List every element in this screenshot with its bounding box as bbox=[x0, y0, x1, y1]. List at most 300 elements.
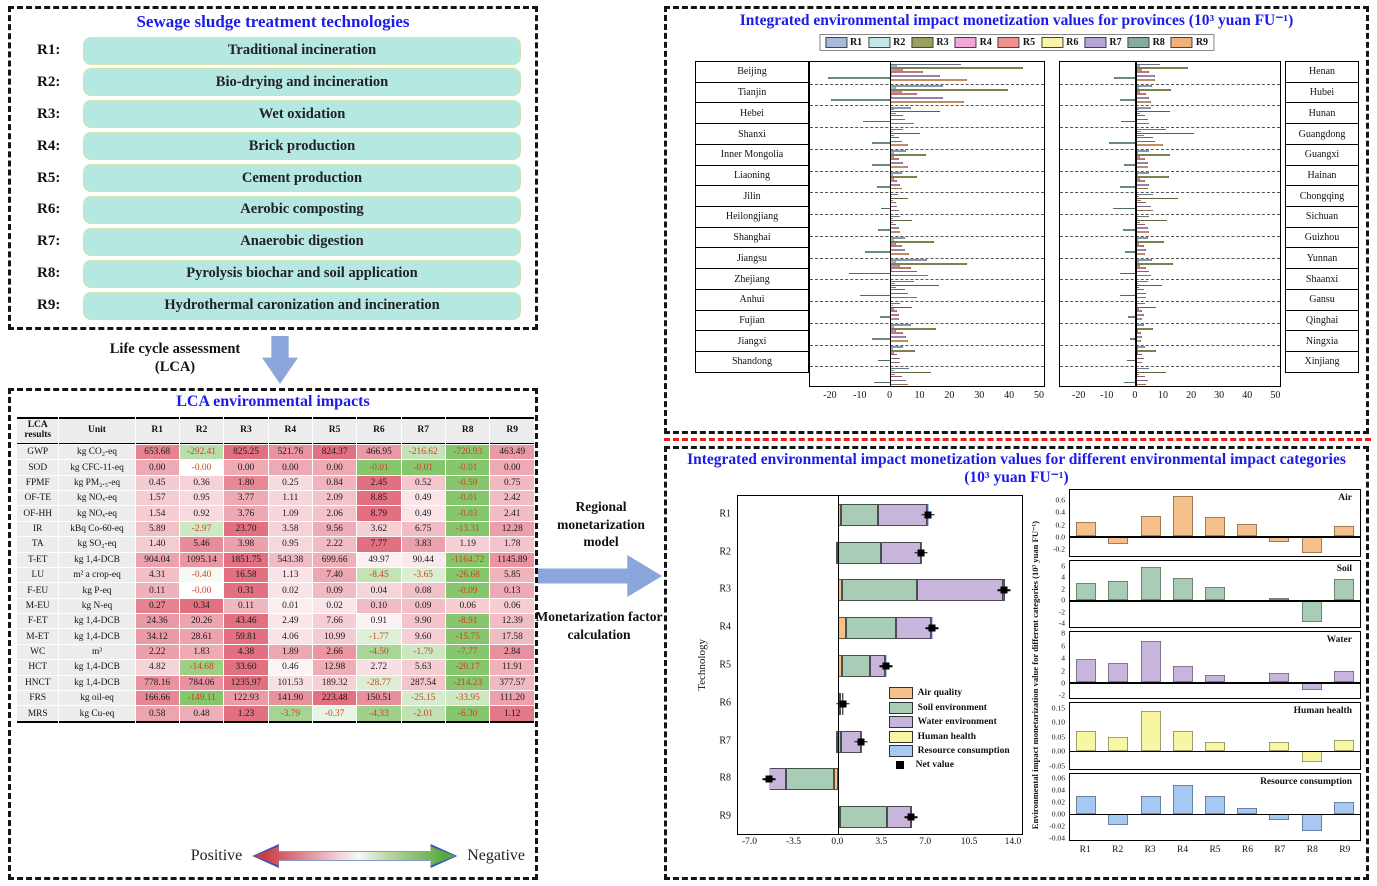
bar bbox=[890, 253, 909, 255]
table-row bbox=[17, 583, 534, 597]
row-name: SOD bbox=[17, 460, 58, 474]
legend-item-net bbox=[889, 760, 1010, 770]
net-value-marker bbox=[917, 549, 924, 556]
bar bbox=[1076, 522, 1096, 537]
net-value-marker bbox=[883, 663, 890, 670]
table-row bbox=[17, 629, 534, 643]
tick-label: 0 bbox=[1132, 390, 1138, 401]
row-name: OF-TE bbox=[17, 491, 58, 505]
stacked-segment bbox=[842, 579, 917, 601]
zero-axis-line bbox=[1070, 814, 1360, 815]
value-cell: 463.49 bbox=[490, 445, 534, 459]
bar bbox=[878, 360, 890, 362]
value-cell: 0.49 bbox=[402, 506, 445, 520]
bar bbox=[1135, 241, 1164, 243]
row-name: MRS bbox=[17, 706, 58, 722]
tick-label: 10.5 bbox=[960, 837, 978, 847]
lca-table-panel bbox=[8, 388, 538, 880]
province-band bbox=[810, 345, 1044, 368]
y-tick-label: 0 bbox=[1061, 678, 1065, 688]
bar bbox=[1125, 251, 1135, 253]
bar bbox=[1076, 796, 1096, 814]
column-header: R5 bbox=[313, 417, 356, 444]
legend-item bbox=[889, 687, 1010, 699]
column-header: R8 bbox=[446, 417, 490, 444]
small-chart-water bbox=[1027, 628, 1363, 700]
bar bbox=[1135, 93, 1146, 95]
legend-item bbox=[998, 37, 1035, 48]
row-unit: kg 1,4-DCB bbox=[59, 553, 134, 567]
value-cell: 2.66 bbox=[313, 645, 356, 659]
value-cell: 43.46 bbox=[224, 614, 267, 628]
tech-row bbox=[23, 196, 521, 223]
bar bbox=[890, 245, 902, 247]
province-label: Guangdong bbox=[1285, 123, 1359, 145]
stacked-chart bbox=[695, 495, 1025, 871]
bar bbox=[1334, 671, 1354, 682]
table-row bbox=[17, 476, 534, 490]
table-row bbox=[17, 568, 534, 582]
tick-label: 0.0 bbox=[831, 837, 844, 847]
bar bbox=[865, 251, 890, 253]
province-band bbox=[1060, 84, 1280, 107]
value-cell: -1164.72 bbox=[446, 553, 490, 567]
tick-label: 30 bbox=[1214, 390, 1225, 401]
row-unit: kg 1,4-DCB bbox=[59, 614, 134, 628]
row-unit: kg PM₂.₅-eq bbox=[59, 476, 134, 490]
bar bbox=[1302, 751, 1322, 762]
value-cell: 1.19 bbox=[446, 537, 490, 551]
province-label: Guangxi bbox=[1285, 144, 1359, 166]
value-cell: 0.95 bbox=[180, 491, 223, 505]
value-cell: 33.60 bbox=[224, 660, 267, 674]
legend-item bbox=[889, 702, 1010, 714]
bar bbox=[1135, 133, 1193, 135]
table-row bbox=[17, 706, 534, 722]
value-cell: 0.13 bbox=[490, 583, 534, 597]
province-band bbox=[810, 366, 1044, 388]
legend-swatch bbox=[889, 687, 913, 699]
value-cell: 3.58 bbox=[269, 522, 312, 536]
bar bbox=[1135, 184, 1149, 186]
bar bbox=[890, 188, 902, 190]
tick-label: -20 bbox=[823, 390, 837, 401]
bar bbox=[890, 275, 929, 277]
net-value-marker bbox=[857, 738, 864, 745]
value-cell: 699.66 bbox=[313, 553, 356, 567]
value-cell: 5.63 bbox=[402, 660, 445, 674]
bar bbox=[1135, 227, 1148, 229]
legend-item bbox=[889, 731, 1010, 743]
bar bbox=[1108, 814, 1128, 826]
province-label: Guizhou bbox=[1285, 227, 1359, 249]
net-value-marker bbox=[908, 814, 915, 821]
bar bbox=[1205, 517, 1225, 537]
value-cell: -149.11 bbox=[180, 691, 223, 705]
legend-label: R9 bbox=[1195, 37, 1209, 48]
value-cell: 8.79 bbox=[357, 506, 400, 520]
province-label: Chongqing bbox=[1285, 185, 1359, 207]
bar bbox=[872, 338, 890, 340]
bar bbox=[890, 220, 912, 222]
row-name: FRS bbox=[17, 691, 58, 705]
province-band bbox=[1060, 171, 1280, 194]
bar bbox=[890, 267, 911, 269]
bar bbox=[1173, 666, 1193, 683]
monetarization-factor-label: Monetarization factor calculation bbox=[535, 609, 663, 642]
bar bbox=[890, 285, 939, 287]
value-cell: 12.98 bbox=[313, 660, 356, 674]
bar bbox=[1135, 158, 1145, 160]
legend-item bbox=[889, 745, 1010, 757]
bar bbox=[1173, 785, 1193, 814]
tech-row bbox=[23, 101, 521, 128]
table-row bbox=[17, 691, 534, 705]
table-row bbox=[17, 522, 534, 536]
value-cell: 4.82 bbox=[136, 660, 179, 674]
tech-name-box: Bio-drying and incineration bbox=[83, 68, 521, 96]
stacked-x-axis bbox=[737, 837, 1023, 852]
small-chart-human-health bbox=[1027, 702, 1363, 770]
province-band bbox=[1060, 366, 1280, 388]
legend-label: Air quality bbox=[917, 688, 963, 699]
province-label: Shanghai bbox=[695, 227, 809, 249]
tech-row bbox=[23, 165, 521, 192]
y-tick-label: 8 bbox=[1061, 628, 1065, 638]
value-cell: 2.22 bbox=[136, 645, 179, 659]
value-cell: 1145.89 bbox=[490, 553, 534, 567]
bar bbox=[1269, 673, 1289, 683]
legend-swatch-R6 bbox=[1041, 37, 1063, 48]
value-cell: 0.25 bbox=[269, 476, 312, 490]
province-label: Shanxi bbox=[695, 123, 809, 145]
table-row bbox=[17, 614, 534, 628]
bar bbox=[1135, 89, 1171, 91]
bar bbox=[890, 376, 902, 378]
zero-axis-line bbox=[1070, 600, 1360, 601]
row-unit: kg P-eq bbox=[59, 583, 134, 597]
tech-row bbox=[23, 228, 521, 255]
value-cell: 150.51 bbox=[357, 691, 400, 705]
bar bbox=[890, 89, 1008, 91]
province-label: Fujian bbox=[695, 310, 809, 332]
table-row bbox=[17, 460, 534, 474]
bar bbox=[1173, 731, 1193, 751]
value-cell: 23.70 bbox=[224, 522, 267, 536]
value-cell: 0.02 bbox=[269, 583, 312, 597]
bar bbox=[1141, 516, 1161, 537]
value-cell: 5.46 bbox=[180, 537, 223, 551]
small-chart-title: Water bbox=[1326, 635, 1352, 645]
value-cell: 0.48 bbox=[180, 706, 223, 722]
value-cell: 1.80 bbox=[224, 476, 267, 490]
bar bbox=[1135, 253, 1145, 255]
bar bbox=[890, 85, 943, 87]
province-band bbox=[810, 192, 1044, 215]
value-cell: 0.00 bbox=[313, 460, 356, 474]
bar bbox=[1135, 275, 1150, 277]
down-arrow-icon bbox=[262, 336, 298, 384]
bar bbox=[1108, 663, 1128, 682]
bar bbox=[890, 93, 917, 95]
value-cell: 0.36 bbox=[180, 476, 223, 490]
bar bbox=[1135, 220, 1167, 222]
bar bbox=[890, 166, 908, 168]
row-name: OF-HH bbox=[17, 506, 58, 520]
small-chart-frame bbox=[1069, 702, 1361, 770]
legend-swatch-R2 bbox=[868, 37, 890, 48]
tech-row bbox=[23, 292, 521, 319]
value-cell: 0.75 bbox=[490, 476, 534, 490]
value-cell: -28.77 bbox=[357, 676, 400, 690]
table-row bbox=[17, 660, 534, 674]
bar bbox=[890, 297, 917, 299]
row-name: GWP bbox=[17, 445, 58, 459]
province-label: Henan bbox=[1285, 61, 1359, 83]
bar bbox=[831, 99, 890, 101]
value-cell: 0.11 bbox=[224, 599, 267, 613]
tech-name-box: Cement production bbox=[83, 164, 521, 192]
value-cell: -2.01 bbox=[402, 706, 445, 722]
y-tick-label: -0.02 bbox=[1049, 821, 1065, 831]
bar bbox=[890, 119, 905, 121]
bar bbox=[1108, 737, 1128, 751]
value-cell: -4.50 bbox=[357, 645, 400, 659]
tick-label: -7.0 bbox=[742, 837, 758, 847]
province-band bbox=[1060, 105, 1280, 128]
bar bbox=[1141, 641, 1161, 682]
bar bbox=[1128, 316, 1135, 318]
value-cell: 543.38 bbox=[269, 553, 312, 567]
small-multiples bbox=[1027, 489, 1363, 877]
small-chart-soil bbox=[1027, 560, 1363, 628]
tick-label: 50 bbox=[1034, 390, 1045, 401]
small-chart-frame bbox=[1069, 773, 1361, 841]
province-band bbox=[1060, 192, 1280, 215]
legend-label: Net value bbox=[915, 759, 954, 770]
red-dashed-divider bbox=[664, 438, 1371, 441]
stacked-segment bbox=[878, 504, 927, 526]
bar bbox=[1173, 496, 1193, 536]
bar bbox=[1135, 249, 1146, 251]
value-cell: 1.11 bbox=[269, 491, 312, 505]
bar bbox=[890, 176, 917, 178]
net-value-swatch bbox=[896, 761, 904, 769]
x-tick-label: R5 bbox=[1209, 845, 1221, 855]
tick-label: -3.5 bbox=[785, 837, 801, 847]
tick-label: 14.0 bbox=[1004, 837, 1022, 847]
bar bbox=[1135, 224, 1145, 226]
x-axis-ticks bbox=[1059, 390, 1281, 405]
stacked-row-label: R3 bbox=[719, 583, 731, 595]
table-row bbox=[17, 676, 534, 690]
column-header: R2 bbox=[180, 417, 223, 444]
stacked-segment bbox=[786, 768, 835, 790]
value-cell: -3.65 bbox=[402, 568, 445, 582]
bar bbox=[890, 79, 967, 81]
table-header bbox=[17, 417, 534, 444]
bar bbox=[1135, 101, 1150, 103]
bar bbox=[890, 141, 902, 143]
tech-id-label: R3: bbox=[37, 105, 61, 122]
value-cell: 0.91 bbox=[357, 614, 400, 628]
value-cell: -14.68 bbox=[180, 660, 223, 674]
bar bbox=[890, 263, 967, 265]
value-cell: -3.79 bbox=[269, 706, 312, 722]
bar bbox=[890, 67, 1023, 69]
stacked-segment bbox=[836, 542, 837, 564]
value-cell: 7.40 bbox=[313, 568, 356, 582]
provinces-panel bbox=[664, 6, 1369, 434]
y-tick-label: -2 bbox=[1058, 690, 1065, 700]
province-band bbox=[810, 323, 1044, 346]
y-tick-label: 2 bbox=[1061, 584, 1065, 594]
stacked-row-label: R7 bbox=[719, 735, 731, 747]
value-cell: 4.06 bbox=[269, 629, 312, 643]
small-charts-y-axis-label: Environmental impact monetarization value for different categories (10³ yuan FU⁻¹) bbox=[1029, 520, 1040, 830]
legend-swatch bbox=[889, 731, 913, 743]
small-charts-x-labels bbox=[1069, 845, 1361, 859]
row-unit: kBq Co-60-eq bbox=[59, 522, 134, 536]
bar bbox=[1135, 297, 1146, 299]
categories-panel bbox=[664, 446, 1369, 880]
value-cell: -25.15 bbox=[402, 691, 445, 705]
lca-table-title: LCA environmental impacts bbox=[176, 393, 370, 410]
stacked-row-label: R9 bbox=[719, 810, 731, 822]
bar bbox=[890, 144, 908, 146]
bar bbox=[1135, 285, 1161, 287]
tech-name-box: Aerobic composting bbox=[83, 196, 521, 224]
tech-name-box: Wet oxidation bbox=[83, 100, 521, 128]
bar bbox=[890, 380, 906, 382]
value-cell: 0.10 bbox=[357, 599, 400, 613]
value-cell: 825.25 bbox=[224, 445, 267, 459]
value-cell: 521.76 bbox=[269, 445, 312, 459]
value-cell: -4.33 bbox=[357, 706, 400, 722]
bar bbox=[890, 75, 940, 77]
bar bbox=[1205, 742, 1225, 750]
small-chart-frame bbox=[1069, 631, 1361, 699]
value-cell: -13.31 bbox=[446, 522, 490, 536]
net-value-marker bbox=[839, 700, 846, 707]
value-cell: 466.95 bbox=[357, 445, 400, 459]
value-cell: -0.01 bbox=[402, 460, 445, 474]
value-cell: 0.01 bbox=[269, 599, 312, 613]
province-band bbox=[1060, 345, 1280, 368]
value-cell: 111.20 bbox=[490, 691, 534, 705]
tick-label: -10 bbox=[1100, 390, 1114, 401]
bar bbox=[872, 142, 890, 144]
value-cell: -0.00 bbox=[180, 460, 223, 474]
bar bbox=[1135, 271, 1149, 273]
bar bbox=[890, 115, 903, 117]
row-name: F-EU bbox=[17, 583, 58, 597]
value-cell: -8.45 bbox=[357, 568, 400, 582]
table-row bbox=[17, 553, 534, 567]
column-header: R9 bbox=[490, 417, 534, 444]
value-cell: 4.31 bbox=[136, 568, 179, 582]
value-cell: 1851.75 bbox=[224, 553, 267, 567]
value-cell: 0.95 bbox=[269, 537, 312, 551]
bar bbox=[1135, 376, 1145, 378]
legend-item bbox=[955, 37, 992, 48]
y-tick-label: 4 bbox=[1061, 653, 1065, 663]
bar bbox=[1302, 814, 1322, 832]
value-cell: -8.91 bbox=[446, 614, 490, 628]
bar bbox=[1120, 295, 1135, 297]
value-cell: 16.58 bbox=[224, 568, 267, 582]
tech-id-label: R1: bbox=[37, 42, 61, 58]
province-plot-area bbox=[809, 61, 1045, 387]
value-cell: 0.04 bbox=[357, 583, 400, 597]
province-label: Shandong bbox=[695, 351, 809, 373]
table-row bbox=[17, 645, 534, 659]
legend-swatch-R5 bbox=[998, 37, 1020, 48]
stacked-segment bbox=[842, 655, 871, 677]
bar bbox=[849, 273, 890, 275]
value-cell: 0.06 bbox=[490, 599, 534, 613]
bar bbox=[1141, 567, 1161, 601]
bar bbox=[863, 121, 890, 123]
value-cell: 0.06 bbox=[446, 599, 490, 613]
bar bbox=[1135, 67, 1188, 69]
small-chart-resource-consumption bbox=[1027, 773, 1363, 841]
y-tick-label: -0.05 bbox=[1049, 761, 1065, 771]
province-label: Jiangsu bbox=[695, 247, 809, 269]
stacked-row-labels bbox=[709, 495, 735, 835]
row-name: TA bbox=[17, 537, 58, 551]
value-cell: 20.26 bbox=[180, 614, 223, 628]
bar bbox=[890, 358, 900, 360]
tick-label: 3.5 bbox=[875, 837, 888, 847]
row-unit: m² a crop-eq bbox=[59, 568, 134, 582]
province-band bbox=[1060, 149, 1280, 172]
value-cell: 0.00 bbox=[490, 460, 534, 474]
bar bbox=[890, 123, 914, 125]
province-band bbox=[810, 84, 1044, 107]
stacked-segment bbox=[917, 579, 1003, 601]
value-cell: 223.48 bbox=[313, 691, 356, 705]
value-cell: -214.23 bbox=[446, 676, 490, 690]
value-cell: 2.09 bbox=[313, 491, 356, 505]
value-cell: 0.92 bbox=[180, 506, 223, 520]
province-label: Hainan bbox=[1285, 165, 1359, 187]
y-tick-label: -0.04 bbox=[1049, 833, 1065, 843]
x-tick-label: R7 bbox=[1274, 845, 1286, 855]
bar bbox=[878, 229, 890, 231]
bar bbox=[880, 316, 890, 318]
legend-swatch-R4 bbox=[955, 37, 977, 48]
net-value-marker bbox=[924, 511, 931, 518]
bar bbox=[1135, 180, 1145, 182]
value-cell: 1235.97 bbox=[224, 676, 267, 690]
value-cell: 2.22 bbox=[313, 537, 356, 551]
bar bbox=[890, 64, 961, 66]
value-cell: 3.62 bbox=[357, 522, 400, 536]
bar bbox=[1135, 115, 1145, 117]
value-cell: 7.77 bbox=[357, 537, 400, 551]
value-cell: -20.17 bbox=[446, 660, 490, 674]
stacked-plot-area bbox=[737, 495, 1023, 835]
tech-name-box: Traditional incineration bbox=[83, 37, 521, 65]
value-cell: 9.60 bbox=[402, 629, 445, 643]
y-tick-label: 0.6 bbox=[1055, 495, 1065, 505]
bar bbox=[890, 101, 964, 103]
bar bbox=[1205, 796, 1225, 814]
value-cell: 0.08 bbox=[402, 583, 445, 597]
bar bbox=[1135, 350, 1156, 352]
province-label: Hebei bbox=[695, 102, 809, 124]
